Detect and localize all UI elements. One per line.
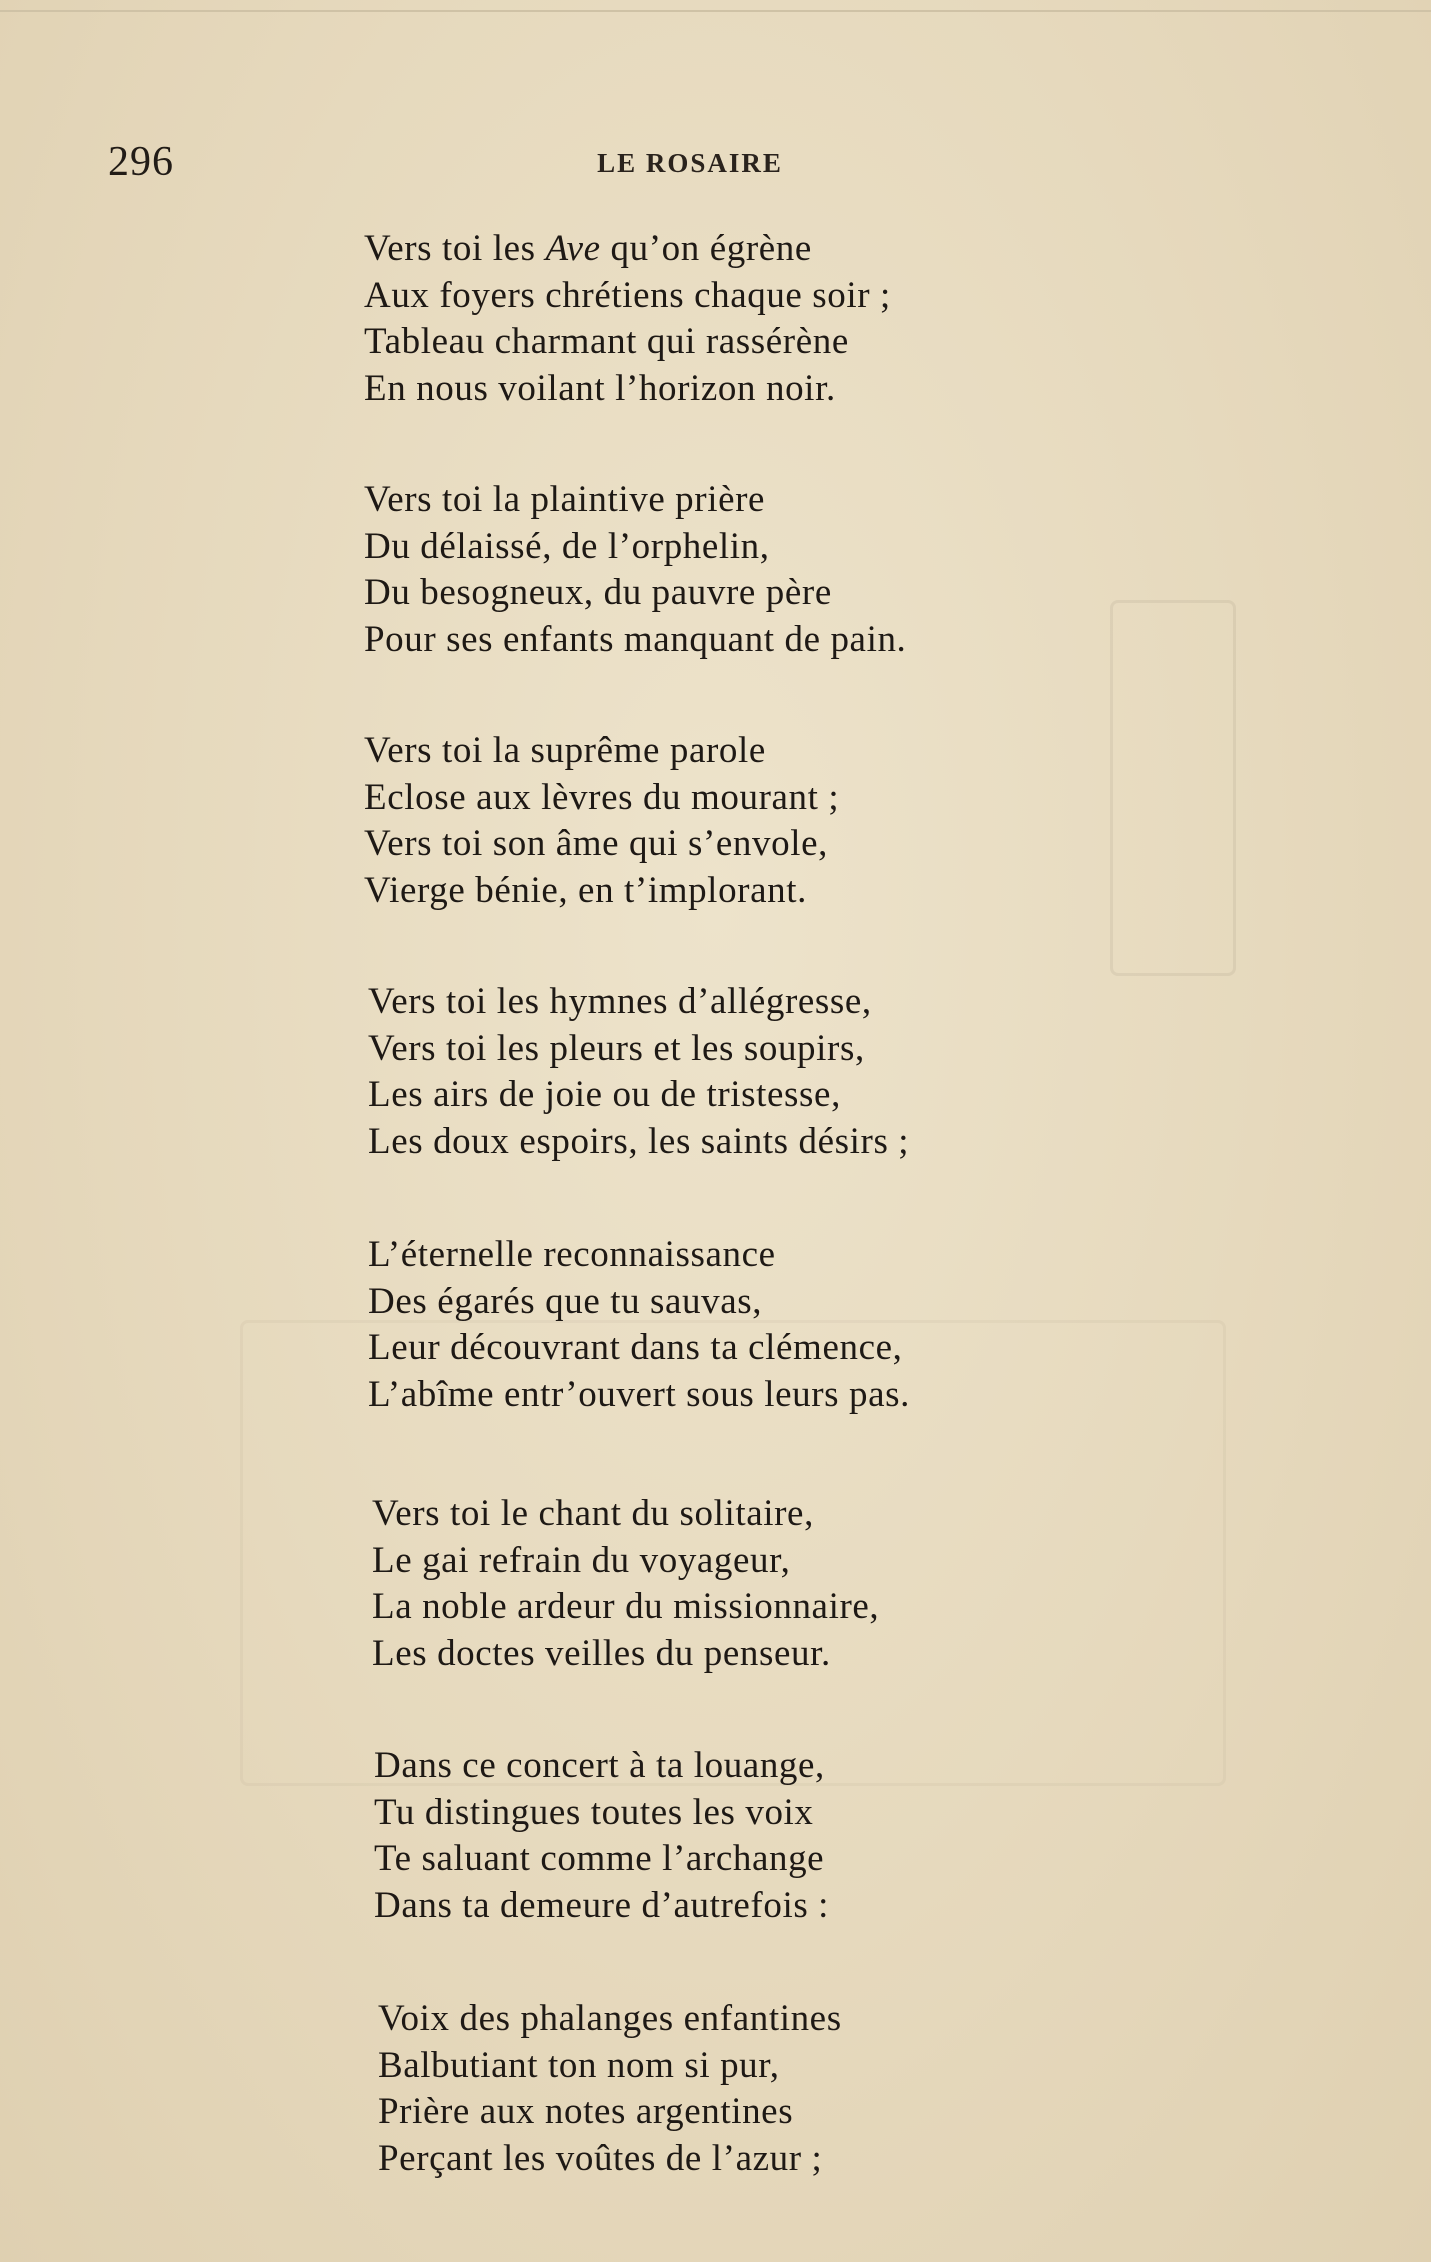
poem-line: Prière aux notes argentines <box>378 2091 794 2132</box>
poem-line: Vierge bénie, en t’implorant. <box>364 869 807 911</box>
poem-line: Du besogneux, du pauvre père <box>364 572 832 613</box>
emphasis-ave: Ave <box>545 228 601 269</box>
poem-line: Pour ses enfants manquant de pain. <box>364 618 907 660</box>
poem-line: Aux foyers chrétiens chaque soir ; <box>364 274 891 316</box>
poem-line: Les airs de joie ou de tristesse, <box>368 1074 841 1115</box>
stanza-8 <box>378 1996 1138 2182</box>
stanza-7 <box>374 1743 1134 1929</box>
poem-line: Tableau charmant qui rassérène <box>364 321 849 362</box>
poem-line: L’éternelle reconnaissance <box>368 1234 776 1275</box>
poem-line: Vers toi les hymnes d’allégresse, <box>368 981 872 1022</box>
running-title: LE ROSAIRE <box>597 148 783 178</box>
poem-line: Vers toi les Ave qu’on égrène <box>364 228 812 269</box>
stanza-1 <box>364 226 1124 412</box>
poem-line: Le gai refrain du voyageur, <box>372 1539 791 1581</box>
poem-line: Vers toi la suprême parole <box>364 730 766 771</box>
poem-line: Du délaissé, de l’orphelin, <box>364 525 770 567</box>
stanza-2 <box>364 477 1124 663</box>
poem-line: Eclose aux lèvres du mourant ; <box>364 776 840 818</box>
poem-line: Les doux espoirs, les saints désirs ; <box>368 1120 910 1162</box>
poem-line: Des égarés que tu sauvas, <box>368 1280 763 1322</box>
poem-line: Perçant les voûtes de l’azur ; <box>378 2137 823 2179</box>
stanza-4 <box>368 979 1128 1165</box>
poem-line: Vers toi la plaintive prière <box>364 479 766 520</box>
poem-line: Voix des phalanges enfantines <box>378 1998 842 2039</box>
stanza-3 <box>364 728 1124 914</box>
stanza-5 <box>368 1232 1128 1418</box>
poem-line: La noble ardeur du missionnaire, <box>372 1586 880 1627</box>
poem-line: Vers toi le chant du solitaire, <box>372 1493 814 1534</box>
poem-line: Tu distingues toutes les voix <box>374 1791 814 1833</box>
poem-line: Dans ta demeure d’autrefois : <box>374 1884 830 1926</box>
poem-line: En nous voilant l’horizon noir. <box>364 367 836 409</box>
poem-line: Leur découvrant dans ta clémence, <box>368 1327 903 1368</box>
stanza-6 <box>372 1491 1132 1677</box>
page-number: 296 <box>108 139 174 185</box>
poem-line: Vers toi son âme qui s’envole, <box>364 823 828 864</box>
poem-line: Dans ce concert à ta louange, <box>374 1745 825 1786</box>
poem-line: Les doctes veilles du penseur. <box>372 1632 831 1674</box>
poem-line: Vers toi les pleurs et les soupirs, <box>368 1027 865 1069</box>
poem-line: Te saluant comme l’archange <box>374 1838 825 1879</box>
poem-line: L’abîme entr’ouvert sous leurs pas. <box>368 1373 910 1415</box>
poem-line: Balbutiant ton nom si pur, <box>378 2044 780 2086</box>
